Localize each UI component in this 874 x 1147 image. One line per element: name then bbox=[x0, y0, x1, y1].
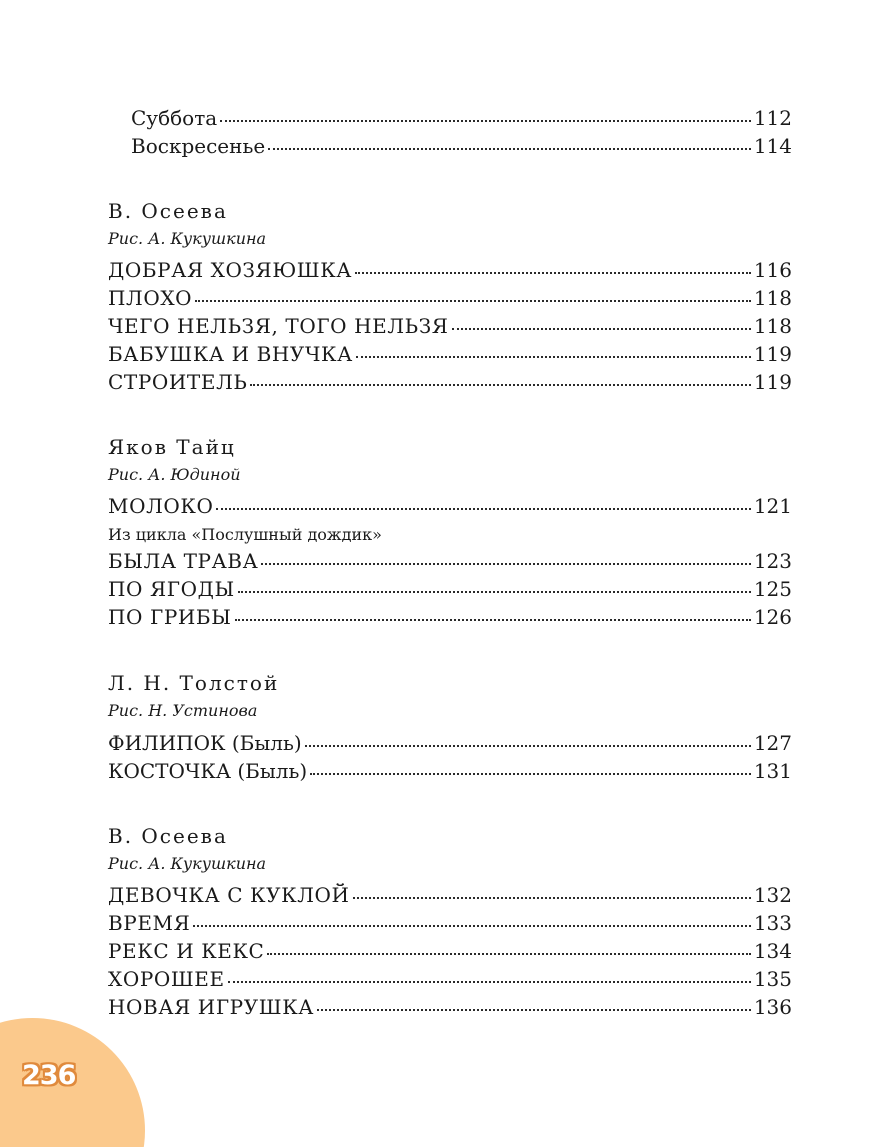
toc-entry[interactable] bbox=[108, 372, 792, 392]
dot-leader bbox=[261, 562, 750, 565]
dot-leader bbox=[356, 355, 751, 358]
toc-entry-page: 114 bbox=[753, 134, 792, 158]
toc-entry-page: 119 bbox=[753, 370, 792, 394]
toc-entry[interactable] bbox=[108, 288, 792, 308]
toc-entry-title: Суббота bbox=[131, 106, 218, 130]
section-illustrator: Рис. А. Юдиной bbox=[108, 465, 241, 484]
toc-entry-title: БЫЛА ТРАВА bbox=[108, 549, 259, 573]
dot-leader bbox=[220, 119, 751, 122]
dot-leader bbox=[267, 952, 750, 955]
toc-entry-title: ЧЕГО НЕЛЬЗЯ, ТОГО НЕЛЬЗЯ bbox=[108, 314, 449, 338]
toc-entry-title: ДЕВОЧКА С КУКЛОЙ bbox=[108, 883, 350, 907]
section-author: Л. Н. Толстой bbox=[108, 671, 280, 695]
toc-entry[interactable] bbox=[108, 316, 792, 336]
toc-entry-page: 119 bbox=[753, 342, 792, 366]
toc-entry-page: 121 bbox=[753, 494, 792, 518]
toc-entry-title: Воскресенье bbox=[131, 134, 266, 158]
section-illustrator: Рис. А. Кукушкина bbox=[108, 229, 267, 248]
toc-entry-page: 116 bbox=[753, 258, 792, 282]
toc-entry-title: ФИЛИПОК (Быль) bbox=[108, 731, 302, 755]
toc-entry-title: РЕКС И КЕКС bbox=[108, 939, 265, 963]
toc-entry[interactable] bbox=[108, 761, 792, 781]
toc-entry[interactable] bbox=[108, 997, 792, 1017]
toc-entry[interactable] bbox=[108, 260, 792, 280]
toc-entry-page: 136 bbox=[753, 995, 792, 1019]
toc-entry-page: 135 bbox=[753, 967, 792, 991]
toc-entry-page: 133 bbox=[753, 911, 792, 935]
dot-leader bbox=[193, 924, 750, 927]
toc-entry-title: СТРОИТЕЛЬ bbox=[108, 370, 248, 394]
toc-entry-title: ПО ЯГОДЫ bbox=[108, 577, 235, 601]
section-author: Яков Тайц bbox=[108, 435, 236, 459]
toc-entry-title: ХОРОШЕЕ bbox=[108, 967, 225, 991]
toc-entry-page: 118 bbox=[753, 314, 792, 338]
dot-leader bbox=[305, 744, 751, 747]
toc-entry-page: 132 bbox=[753, 883, 792, 907]
toc-entry[interactable] bbox=[108, 551, 792, 571]
dot-leader bbox=[317, 1008, 751, 1011]
dot-leader bbox=[355, 271, 751, 274]
dot-leader bbox=[228, 980, 751, 983]
toc-entry[interactable] bbox=[108, 496, 792, 516]
section-author: В. Осеева bbox=[108, 824, 228, 848]
cycle-note: Из цикла «Послушный дождик» bbox=[108, 525, 382, 544]
toc-entry-page: 134 bbox=[753, 939, 792, 963]
toc-entry[interactable] bbox=[108, 885, 792, 905]
toc-entry-title: БАБУШКА И ВНУЧКА bbox=[108, 342, 353, 366]
toc-entry-title: ВРЕМЯ bbox=[108, 911, 191, 935]
toc-entry-page: 118 bbox=[753, 286, 792, 310]
dot-leader bbox=[235, 618, 751, 621]
page-number: 236 bbox=[22, 1060, 76, 1091]
toc-entry-page: 131 bbox=[753, 759, 792, 783]
toc-entry[interactable] bbox=[131, 136, 792, 156]
toc-entry-title: ДОБРАЯ ХОЗЯЮШКА bbox=[108, 258, 353, 282]
toc-entry-page: 112 bbox=[753, 106, 792, 130]
toc-entry[interactable] bbox=[131, 108, 792, 128]
dot-leader bbox=[452, 327, 751, 330]
toc-entry-title: ПО ГРИБЫ bbox=[108, 605, 232, 629]
toc-entry-title: МОЛОКО bbox=[108, 494, 214, 518]
dot-leader bbox=[238, 590, 751, 593]
section-illustrator: Рис. А. Кукушкина bbox=[108, 854, 267, 873]
dot-leader bbox=[268, 147, 751, 150]
dot-leader bbox=[216, 507, 750, 510]
section-illustrator: Рис. Н. Устинова bbox=[108, 701, 258, 720]
toc-entry[interactable] bbox=[108, 579, 792, 599]
toc-entry-title: НОВАЯ ИГРУШКА bbox=[108, 995, 315, 1019]
dot-leader bbox=[353, 896, 751, 899]
section-author: В. Осеева bbox=[108, 199, 228, 223]
toc-entry[interactable] bbox=[108, 913, 792, 933]
toc-entry-page: 127 bbox=[753, 731, 792, 755]
toc-entry-page: 123 bbox=[753, 549, 792, 573]
toc-entry[interactable] bbox=[108, 969, 792, 989]
toc-entry[interactable] bbox=[108, 733, 792, 753]
toc-entry-title: ПЛОХО bbox=[108, 286, 193, 310]
toc-entry[interactable] bbox=[108, 607, 792, 627]
toc-entry[interactable] bbox=[108, 941, 792, 961]
toc-entry-page: 125 bbox=[753, 577, 792, 601]
dot-leader bbox=[195, 299, 751, 302]
toc-entry-page: 126 bbox=[753, 605, 792, 629]
toc-entry[interactable] bbox=[108, 344, 792, 364]
toc-entry-title: КОСТОЧКА (Быль) bbox=[108, 759, 308, 783]
dot-leader bbox=[250, 383, 750, 386]
dot-leader bbox=[310, 772, 751, 775]
